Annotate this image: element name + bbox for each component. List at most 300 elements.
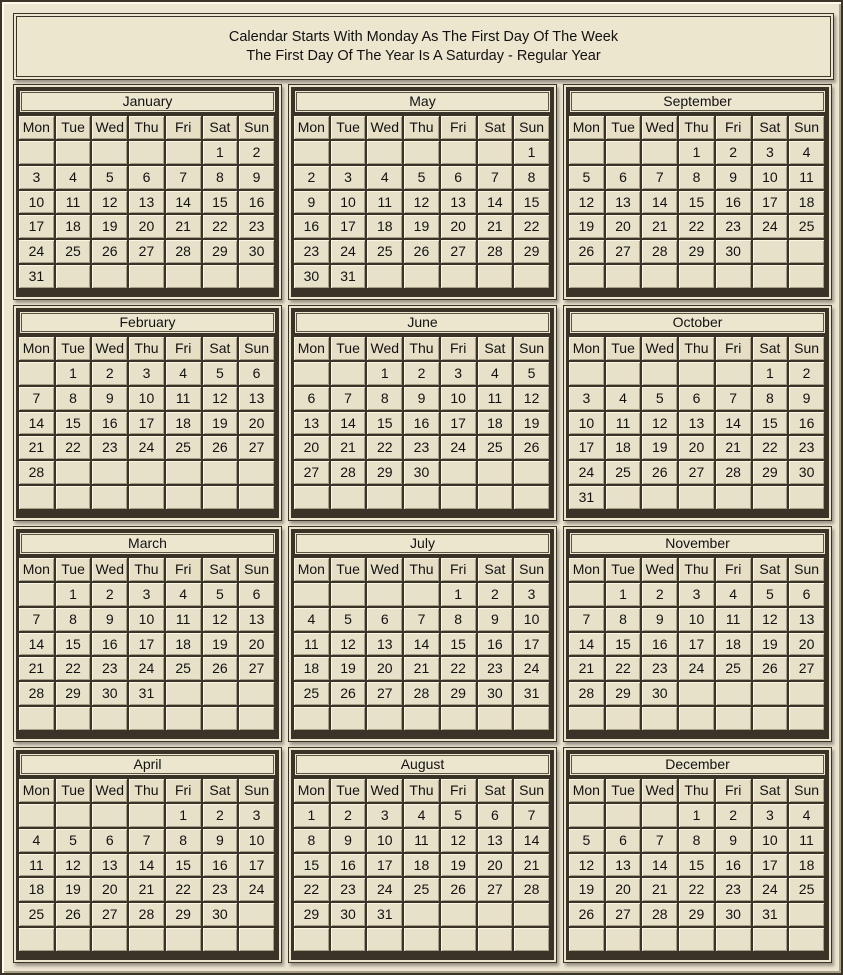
month-may <box>291 87 554 297</box>
month-grid <box>294 558 549 730</box>
day-cell: 23 <box>92 657 127 680</box>
empty-cell <box>753 486 788 509</box>
day-cell: 3 <box>679 583 714 606</box>
day-cell: 19 <box>569 215 604 238</box>
day-cell: 17 <box>753 854 788 877</box>
day-cell: 9 <box>716 166 751 189</box>
empty-cell <box>404 486 439 509</box>
day-cell: 5 <box>203 362 238 385</box>
day-cell: 15 <box>203 191 238 214</box>
empty-cell <box>19 804 54 827</box>
day-cell: 29 <box>514 240 549 263</box>
day-cell: 1 <box>679 804 714 827</box>
day-cell: 11 <box>294 633 329 656</box>
empty-cell <box>569 362 604 385</box>
empty-cell <box>514 903 549 926</box>
day-cell: 25 <box>166 657 201 680</box>
day-cell: 4 <box>478 362 513 385</box>
empty-cell <box>514 928 549 951</box>
month-september <box>566 87 829 297</box>
day-cell: 9 <box>92 608 127 631</box>
weekday-header: Fri <box>441 337 476 360</box>
day-cell: 7 <box>478 166 513 189</box>
month-grid <box>19 116 274 288</box>
empty-cell <box>404 583 439 606</box>
day-cell: 24 <box>514 657 549 680</box>
weekday-header: Thu <box>404 337 439 360</box>
day-cell: 30 <box>716 903 751 926</box>
day-cell: 2 <box>404 362 439 385</box>
day-cell: 4 <box>789 804 824 827</box>
day-cell: 9 <box>92 387 127 410</box>
day-cell: 13 <box>478 829 513 852</box>
empty-cell <box>367 141 402 164</box>
day-cell: 12 <box>753 608 788 631</box>
weekday-header: Mon <box>569 779 604 802</box>
day-cell: 27 <box>129 240 164 263</box>
day-cell: 6 <box>441 166 476 189</box>
empty-cell <box>56 265 91 288</box>
empty-cell <box>203 707 238 730</box>
month-july <box>291 529 554 739</box>
day-cell: 12 <box>56 854 91 877</box>
day-cell: 3 <box>441 362 476 385</box>
header-line-1: Calendar Starts With Monday As The First Day Of The Week <box>228 28 619 45</box>
day-cell: 29 <box>166 903 201 926</box>
empty-cell <box>203 461 238 484</box>
day-cell: 3 <box>514 583 549 606</box>
day-cell: 17 <box>441 412 476 435</box>
weekday-header: Sat <box>478 779 513 802</box>
weekday-header: Tue <box>331 116 366 139</box>
day-cell: 19 <box>404 215 439 238</box>
day-cell: 24 <box>441 436 476 459</box>
empty-cell <box>642 486 677 509</box>
day-cell: 26 <box>404 240 439 263</box>
day-cell: 21 <box>19 436 54 459</box>
empty-cell <box>331 362 366 385</box>
weekday-header: Mon <box>19 558 54 581</box>
month-title: October <box>569 311 826 334</box>
month-february <box>16 308 279 518</box>
day-cell: 14 <box>19 412 54 435</box>
day-cell: 7 <box>19 387 54 410</box>
empty-cell <box>642 141 677 164</box>
empty-cell <box>753 240 788 263</box>
empty-cell <box>294 583 329 606</box>
day-cell: 8 <box>441 608 476 631</box>
day-cell: 22 <box>679 215 714 238</box>
day-cell: 30 <box>404 461 439 484</box>
empty-cell <box>56 928 91 951</box>
empty-cell <box>606 141 641 164</box>
weekday-header: Sun <box>239 558 274 581</box>
empty-cell <box>404 265 439 288</box>
weekday-header: Thu <box>129 116 164 139</box>
day-cell: 11 <box>367 191 402 214</box>
day-cell: 31 <box>331 265 366 288</box>
weekday-header: Sat <box>203 779 238 802</box>
empty-cell <box>19 141 54 164</box>
empty-cell <box>19 362 54 385</box>
month-august <box>291 750 554 960</box>
day-cell: 30 <box>789 461 824 484</box>
day-cell: 26 <box>753 657 788 680</box>
day-cell: 25 <box>367 240 402 263</box>
day-cell: 16 <box>331 854 366 877</box>
empty-cell <box>239 682 274 705</box>
day-cell: 1 <box>679 141 714 164</box>
day-cell: 2 <box>92 583 127 606</box>
empty-cell <box>203 486 238 509</box>
day-cell: 30 <box>478 682 513 705</box>
day-cell: 10 <box>753 166 788 189</box>
month-november <box>566 529 829 739</box>
weekday-header: Wed <box>367 779 402 802</box>
day-cell: 3 <box>331 166 366 189</box>
day-cell: 29 <box>203 240 238 263</box>
weekday-header: Mon <box>294 558 329 581</box>
day-cell: 11 <box>166 387 201 410</box>
day-cell: 1 <box>203 141 238 164</box>
empty-cell <box>606 265 641 288</box>
empty-cell <box>56 804 91 827</box>
day-cell: 12 <box>569 191 604 214</box>
day-cell: 17 <box>19 215 54 238</box>
empty-cell <box>789 707 824 730</box>
weekday-header: Sun <box>239 337 274 360</box>
month-march <box>16 529 279 739</box>
day-cell: 11 <box>478 387 513 410</box>
day-cell: 22 <box>753 436 788 459</box>
weekday-header: Fri <box>716 337 751 360</box>
day-cell: 29 <box>753 461 788 484</box>
day-cell: 18 <box>606 436 641 459</box>
day-cell: 4 <box>56 166 91 189</box>
day-cell: 4 <box>404 804 439 827</box>
day-cell: 16 <box>239 191 274 214</box>
empty-cell <box>19 486 54 509</box>
day-cell: 29 <box>56 682 91 705</box>
day-cell: 2 <box>294 166 329 189</box>
day-cell: 2 <box>478 583 513 606</box>
day-cell: 20 <box>789 633 824 656</box>
day-cell: 14 <box>514 829 549 852</box>
day-cell: 10 <box>129 387 164 410</box>
day-cell: 14 <box>716 412 751 435</box>
day-cell: 18 <box>19 878 54 901</box>
day-cell: 17 <box>569 436 604 459</box>
day-cell: 31 <box>753 903 788 926</box>
day-cell: 27 <box>294 461 329 484</box>
day-cell: 25 <box>404 878 439 901</box>
empty-cell <box>239 461 274 484</box>
day-cell: 22 <box>679 878 714 901</box>
day-cell: 13 <box>294 412 329 435</box>
day-cell: 22 <box>56 436 91 459</box>
day-cell: 28 <box>514 878 549 901</box>
empty-cell <box>642 804 677 827</box>
empty-cell <box>92 486 127 509</box>
day-cell: 10 <box>331 191 366 214</box>
month-title: May <box>294 90 551 113</box>
day-cell: 17 <box>679 633 714 656</box>
weekday-header: Wed <box>642 779 677 802</box>
month-grid <box>19 558 274 730</box>
day-cell: 5 <box>331 608 366 631</box>
day-cell: 15 <box>514 191 549 214</box>
day-cell: 7 <box>129 829 164 852</box>
day-cell: 20 <box>239 633 274 656</box>
day-cell: 12 <box>569 854 604 877</box>
day-cell: 27 <box>606 903 641 926</box>
empty-cell <box>404 903 439 926</box>
day-cell: 29 <box>294 903 329 926</box>
day-cell: 27 <box>367 682 402 705</box>
day-cell: 27 <box>606 240 641 263</box>
day-cell: 2 <box>92 362 127 385</box>
day-cell: 2 <box>716 804 751 827</box>
empty-cell <box>19 707 54 730</box>
day-cell: 31 <box>569 486 604 509</box>
day-cell: 21 <box>19 657 54 680</box>
weekday-header: Fri <box>716 116 751 139</box>
empty-cell <box>129 707 164 730</box>
day-cell: 21 <box>404 657 439 680</box>
empty-cell <box>129 928 164 951</box>
empty-cell <box>441 903 476 926</box>
empty-cell <box>239 486 274 509</box>
day-cell: 6 <box>789 583 824 606</box>
weekday-header: Mon <box>569 337 604 360</box>
empty-cell <box>294 486 329 509</box>
weekday-header: Sun <box>789 337 824 360</box>
day-cell: 3 <box>19 166 54 189</box>
day-cell: 12 <box>441 829 476 852</box>
day-cell: 30 <box>331 903 366 926</box>
empty-cell <box>753 928 788 951</box>
day-cell: 8 <box>166 829 201 852</box>
weekday-header: Sun <box>239 116 274 139</box>
day-cell: 10 <box>367 829 402 852</box>
day-cell: 3 <box>569 387 604 410</box>
day-cell: 22 <box>606 657 641 680</box>
weekday-header: Mon <box>294 116 329 139</box>
day-cell: 28 <box>642 240 677 263</box>
day-cell: 12 <box>331 633 366 656</box>
empty-cell <box>716 265 751 288</box>
day-cell: 28 <box>19 461 54 484</box>
day-cell: 5 <box>569 166 604 189</box>
day-cell: 17 <box>239 854 274 877</box>
weekday-header: Tue <box>331 779 366 802</box>
day-cell: 11 <box>404 829 439 852</box>
day-cell: 18 <box>789 191 824 214</box>
day-cell: 16 <box>203 854 238 877</box>
day-cell: 19 <box>569 878 604 901</box>
day-cell: 7 <box>642 166 677 189</box>
weekday-header: Tue <box>331 337 366 360</box>
day-cell: 25 <box>789 878 824 901</box>
day-cell: 30 <box>642 682 677 705</box>
day-cell: 23 <box>294 240 329 263</box>
empty-cell <box>404 928 439 951</box>
day-cell: 7 <box>331 387 366 410</box>
day-cell: 9 <box>478 608 513 631</box>
day-cell: 20 <box>129 215 164 238</box>
day-cell: 6 <box>367 608 402 631</box>
empty-cell <box>478 903 513 926</box>
weekday-header: Sat <box>478 116 513 139</box>
weekday-header: Tue <box>56 116 91 139</box>
day-cell: 29 <box>606 682 641 705</box>
day-cell: 11 <box>789 829 824 852</box>
day-cell: 25 <box>294 682 329 705</box>
day-cell: 26 <box>203 436 238 459</box>
empty-cell <box>753 707 788 730</box>
empty-cell <box>642 707 677 730</box>
day-cell: 15 <box>441 633 476 656</box>
day-cell: 20 <box>679 436 714 459</box>
day-cell: 25 <box>789 215 824 238</box>
weekday-header: Tue <box>331 558 366 581</box>
empty-cell <box>478 486 513 509</box>
day-cell: 4 <box>294 608 329 631</box>
month-title: February <box>19 311 276 334</box>
day-cell: 27 <box>789 657 824 680</box>
day-cell: 29 <box>441 682 476 705</box>
day-cell: 1 <box>56 362 91 385</box>
day-cell: 13 <box>239 387 274 410</box>
day-cell: 31 <box>129 682 164 705</box>
weekday-header: Thu <box>679 116 714 139</box>
day-cell: 24 <box>753 878 788 901</box>
month-grid <box>569 779 824 951</box>
empty-cell <box>514 265 549 288</box>
day-cell: 26 <box>92 240 127 263</box>
day-cell: 25 <box>716 657 751 680</box>
day-cell: 14 <box>404 633 439 656</box>
day-cell: 22 <box>441 657 476 680</box>
empty-cell <box>166 265 201 288</box>
empty-cell <box>789 682 824 705</box>
day-cell: 1 <box>367 362 402 385</box>
empty-cell <box>404 707 439 730</box>
day-cell: 23 <box>203 878 238 901</box>
day-cell: 28 <box>129 903 164 926</box>
weekday-header: Wed <box>367 337 402 360</box>
day-cell: 18 <box>478 412 513 435</box>
day-cell: 12 <box>642 412 677 435</box>
day-cell: 5 <box>753 583 788 606</box>
day-cell: 4 <box>606 387 641 410</box>
empty-cell <box>367 928 402 951</box>
weekday-header: Sun <box>789 116 824 139</box>
day-cell: 14 <box>569 633 604 656</box>
day-cell: 17 <box>753 191 788 214</box>
day-cell: 20 <box>478 854 513 877</box>
weekday-header: Mon <box>19 779 54 802</box>
empty-cell <box>569 141 604 164</box>
day-cell: 7 <box>19 608 54 631</box>
day-cell: 8 <box>606 608 641 631</box>
day-cell: 27 <box>478 878 513 901</box>
empty-cell <box>789 240 824 263</box>
weekday-header: Sat <box>753 337 788 360</box>
day-cell: 18 <box>166 633 201 656</box>
day-cell: 26 <box>569 903 604 926</box>
empty-cell <box>679 265 714 288</box>
month-title: April <box>19 753 276 776</box>
day-cell: 6 <box>239 583 274 606</box>
empty-cell <box>441 461 476 484</box>
day-cell: 12 <box>404 191 439 214</box>
month-grid <box>569 116 824 288</box>
empty-cell <box>239 707 274 730</box>
day-cell: 20 <box>294 436 329 459</box>
day-cell: 9 <box>294 191 329 214</box>
day-cell: 13 <box>789 608 824 631</box>
day-cell: 6 <box>478 804 513 827</box>
empty-cell <box>166 682 201 705</box>
day-cell: 19 <box>56 878 91 901</box>
day-cell: 14 <box>19 633 54 656</box>
day-cell: 5 <box>569 829 604 852</box>
day-cell: 14 <box>642 854 677 877</box>
empty-cell <box>367 583 402 606</box>
weekday-header: Sun <box>514 337 549 360</box>
day-cell: 17 <box>331 215 366 238</box>
month-january <box>16 87 279 297</box>
empty-cell <box>92 707 127 730</box>
day-cell: 9 <box>789 387 824 410</box>
day-cell: 8 <box>753 387 788 410</box>
day-cell: 25 <box>166 436 201 459</box>
day-cell: 26 <box>514 436 549 459</box>
day-cell: 11 <box>19 854 54 877</box>
day-cell: 29 <box>367 461 402 484</box>
weekday-header: Mon <box>19 337 54 360</box>
day-cell: 20 <box>606 215 641 238</box>
day-cell: 1 <box>166 804 201 827</box>
month-title: March <box>19 532 276 555</box>
month-title: August <box>294 753 551 776</box>
day-cell: 8 <box>514 166 549 189</box>
day-cell: 5 <box>404 166 439 189</box>
day-cell: 10 <box>129 608 164 631</box>
day-cell: 19 <box>203 412 238 435</box>
day-cell: 15 <box>294 854 329 877</box>
empty-cell <box>239 903 274 926</box>
day-cell: 19 <box>642 436 677 459</box>
empty-cell <box>331 141 366 164</box>
empty-cell <box>569 707 604 730</box>
empty-cell <box>166 486 201 509</box>
day-cell: 13 <box>367 633 402 656</box>
day-cell: 4 <box>19 829 54 852</box>
day-cell: 16 <box>92 412 127 435</box>
day-cell: 24 <box>331 240 366 263</box>
empty-cell <box>441 265 476 288</box>
day-cell: 3 <box>367 804 402 827</box>
empty-cell <box>642 928 677 951</box>
day-cell: 21 <box>716 436 751 459</box>
month-october <box>566 308 829 518</box>
day-cell: 11 <box>56 191 91 214</box>
day-cell: 23 <box>716 878 751 901</box>
month-grid <box>294 337 549 509</box>
empty-cell <box>569 265 604 288</box>
